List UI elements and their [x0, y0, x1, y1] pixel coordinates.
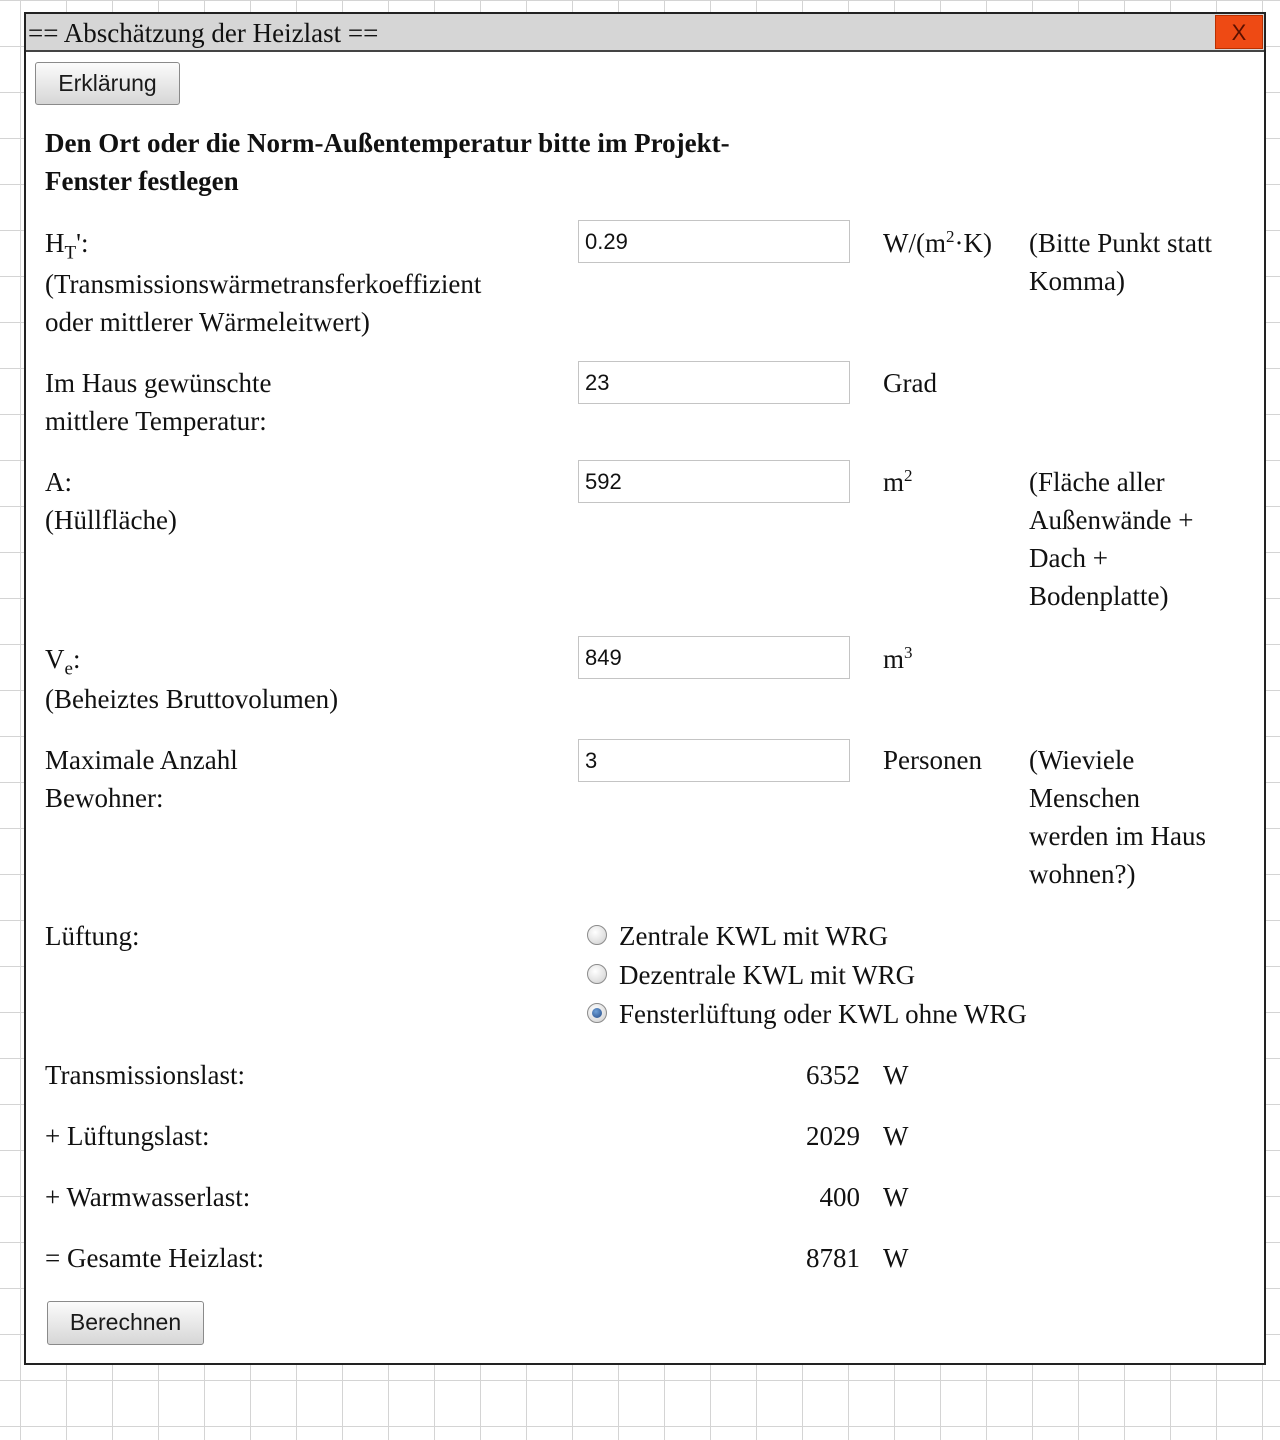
dialog-titlebar[interactable] [26, 14, 1264, 52]
total-heating-load-unit: W [883, 1243, 909, 1273]
hot-water-load-unit: W [883, 1182, 909, 1212]
temperature-label-line1: Im Haus gewünschte [45, 368, 272, 398]
ht-input[interactable]: 0.29 [578, 220, 850, 263]
area-label-line1: A: [45, 467, 72, 497]
total-heating-load-label: = Gesamte Heizlast: [45, 1243, 265, 1273]
occupants-hint-line1: (Wieviele [1029, 745, 1135, 775]
ventilation-load-unit: W [883, 1121, 909, 1151]
explanation-button[interactable]: Erklärung [35, 62, 180, 105]
hot-water-load-value: 400 [819, 1182, 860, 1212]
location-note-line2: Fenster festlegen [45, 166, 239, 196]
ventilation-load-value: 2029 [806, 1121, 860, 1151]
radio-button[interactable] [587, 964, 607, 984]
occupants-input[interactable]: 3 [578, 739, 850, 782]
ht-hint-line2: Komma) [1029, 266, 1125, 296]
calculate-button[interactable]: Berechnen [47, 1301, 204, 1345]
area-hint-line4: Bodenplatte) [1029, 581, 1169, 611]
transmission-load-unit: W [883, 1060, 909, 1090]
transmission-load-value: 6352 [806, 1060, 860, 1090]
transmission-load-label: Transmissionslast: [45, 1060, 246, 1090]
temperature-input[interactable]: 23 [578, 361, 850, 404]
occupants-label-line1: Maximale Anzahl [45, 745, 238, 775]
radio-label: Dezentrale KWL mit WRG [619, 960, 916, 990]
area-hint-line3: Dach + [1029, 543, 1108, 573]
area-unit: $m^2$ [883, 466, 913, 497]
close-button[interactable]: X [1215, 15, 1263, 49]
occupants-label-line2: Bewohner: [45, 783, 164, 813]
volume-unit: $m^3$ [883, 643, 913, 674]
occupants-hint-line3: werden im Haus [1029, 821, 1206, 851]
heating-load-dialog [24, 12, 1266, 1365]
temperature-label-line2: mittlere Temperatur: [45, 406, 267, 436]
occupants-unit: Personen [883, 745, 982, 775]
area-hint-line1: (Fläche aller [1029, 467, 1165, 497]
volume-label: $V_e$: [45, 644, 81, 680]
temperature-unit: Grad [883, 368, 937, 398]
hot-water-load-label: + Warmwasserlast: [45, 1182, 251, 1212]
location-note-line1: Den Ort oder die Norm-Außentemperatur bitte im Projekt- [45, 128, 730, 158]
ht-description-line1: (Transmissionswärmetransferkoeffizient [45, 269, 482, 299]
total-heating-load-value: 8781 [806, 1243, 860, 1273]
radio-label: Fensterlüftung oder KWL ohne WRG [619, 999, 1027, 1029]
radio-button[interactable] [587, 925, 607, 945]
occupants-hint-line2: Menschen [1029, 783, 1140, 813]
ht-hint-line1: (Bitte Punkt statt [1029, 228, 1213, 258]
area-hint-line2: Außenwände + [1029, 505, 1194, 535]
radio-button-selected[interactable] [587, 1003, 607, 1023]
area-label-line2: (Hüllfläche) [45, 505, 177, 535]
ht-unit: $W/(m^2\cdot K)$ [883, 227, 992, 258]
ht-description-line2: oder mittlerer Wärmeleitwert) [45, 307, 370, 337]
radio-label: Zentrale KWL mit WRG [619, 921, 889, 951]
ventilation-load-label: + Lüftungslast: [45, 1121, 210, 1151]
dialog-title: == Abschätzung der Heizlast == [28, 18, 379, 48]
volume-input[interactable]: 849 [578, 636, 850, 679]
ventilation-label: Lüftung: [45, 921, 140, 951]
occupants-hint-line4: wohnen?) [1029, 859, 1136, 889]
ht-label: $H_T'$: [45, 228, 89, 264]
area-input[interactable]: 592 [578, 460, 850, 503]
volume-label-line2: (Beheiztes Bruttovolumen) [45, 684, 339, 714]
